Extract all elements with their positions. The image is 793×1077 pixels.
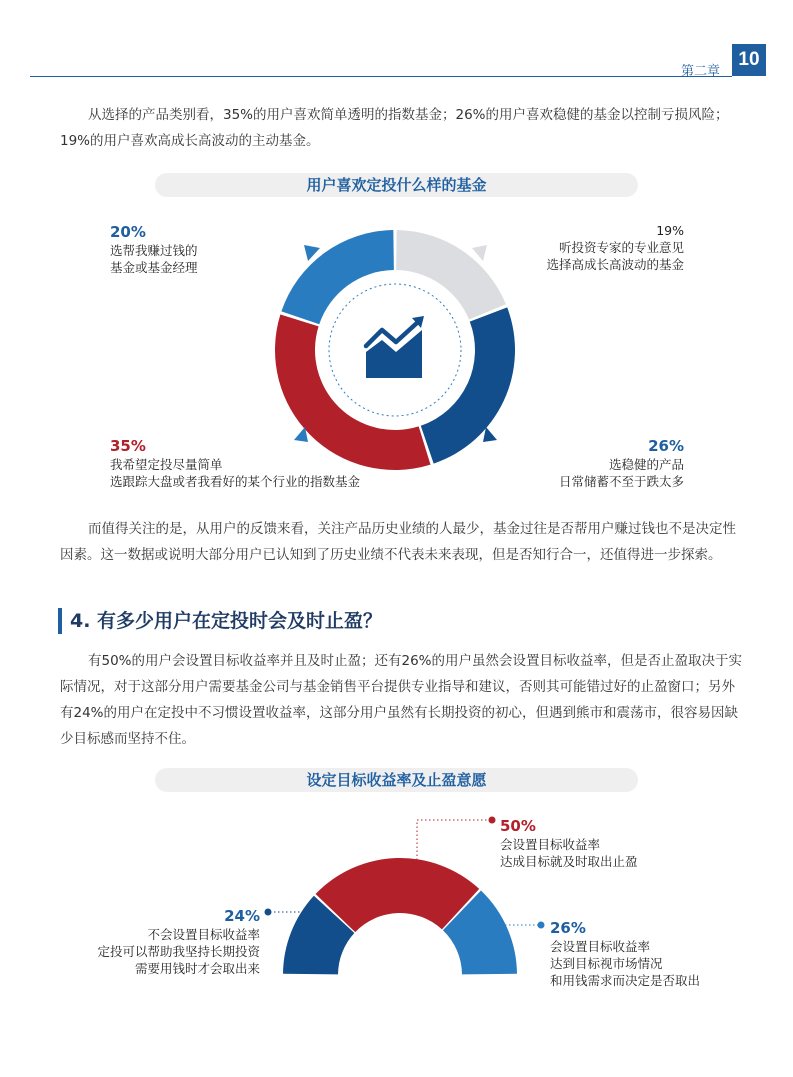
dot-24-icon — [265, 909, 272, 916]
label-26b-line2: 达到目标视市场情况 — [550, 956, 663, 971]
label-35-line2: 选跟踪大盘或者我看好的某个行业的指数基金 — [110, 474, 361, 489]
label-20-line1: 选帮我赚过钱的 — [110, 243, 198, 258]
label-20 — [110, 222, 198, 276]
label-35-line1: 我希望定投尽量简单 — [110, 457, 223, 472]
label-26 — [470, 436, 684, 490]
dot-26-icon — [538, 922, 545, 929]
growth-chart-icon — [329, 284, 461, 416]
label-50 — [500, 816, 638, 870]
label-26b-pct: 26% — [550, 919, 586, 937]
label-20-line2: 基金或基金经理 — [110, 260, 198, 275]
label-26b-line1: 会设置目标收益率 — [550, 939, 651, 954]
label-19-line1: 听投资专家的专业意见 — [558, 240, 684, 255]
label-26-line1: 选稳健的产品 — [608, 457, 684, 472]
label-50-line1: 会设置目标收益率 — [500, 837, 601, 852]
label-24-line1: 不会设置目标收益率 — [147, 927, 260, 942]
chart2-title: 设定目标收益率及止盈意愿 — [155, 768, 638, 792]
label-19-line2: 选择高成长高波动的基金 — [546, 257, 684, 272]
donut1-slice-20 — [281, 230, 393, 324]
label-24-line3: 需要用钱时才会取出来 — [134, 961, 260, 976]
paragraph-product-preference: 从选择的产品类别看，35%的用户喜欢简单透明的指数基金；26%的用户喜欢稳健的基金以控制亏损风险；19%的用户喜欢高成长高波动的主动基金。 — [60, 107, 729, 149]
profit-taking-semicircle — [283, 858, 517, 974]
heading-accent-bar — [58, 608, 62, 634]
label-26-pct: 26% — [648, 437, 684, 455]
chapter-label: 第二章 — [681, 64, 721, 79]
label-19 — [470, 222, 684, 273]
label-26-line2: 日常储蓄不至于跌太多 — [558, 474, 684, 489]
label-24 — [60, 906, 260, 977]
label-19-pct: 19% — [656, 223, 684, 238]
chart1-title: 用户喜欢定投什么样的基金 — [155, 173, 638, 197]
leader-line-50 — [417, 820, 490, 860]
section-heading-text: 4. 有多少用户在定投时会及时止盈？ — [70, 610, 383, 632]
page-number: 10 — [732, 44, 766, 76]
label-50-line2: 达成目标就及时取出止盈 — [500, 854, 638, 869]
section-heading — [58, 606, 382, 636]
label-50-pct: 50% — [500, 817, 536, 835]
dot-50-icon — [489, 817, 496, 824]
label-26b — [550, 918, 700, 989]
label-35-pct: 35% — [110, 437, 146, 455]
label-35 — [110, 436, 360, 490]
label-24-line2: 定投可以帮助我坚持长期投资 — [97, 944, 260, 959]
label-20-pct: 20% — [110, 223, 146, 241]
label-24-pct: 24% — [224, 907, 260, 925]
paragraph-historical-performance: 而值得关注的是，从用户的反馈来看，关注产品历史业绩的人最少，基金过往是否帮用户赚过钱也不是决定性因素。这一数据或说明大部分用户已认知到了历史业绩不代表未来表现，但是否知行合一，还值得进一步探索。 — [60, 521, 736, 563]
label-26b-line3: 和用钱需求而决定是否取出 — [550, 973, 701, 988]
paragraph-profit-taking: 有50%的用户会设置目标收益率并且及时止盈；还有26%的用户虽然会设置目标收益率，但是否止盈取决于实际情况，对于这部分用户需要基金公司与基金销售平台提供专业指导和建议，否则其可能错过好的止盈窗口；另外有24%的用户在定投中不习惯设置收益率，这部分用户虽然有长期投资的初心，但遇到熊市和震荡市，很容易因缺少目标感而坚持不住。 — [60, 653, 743, 747]
